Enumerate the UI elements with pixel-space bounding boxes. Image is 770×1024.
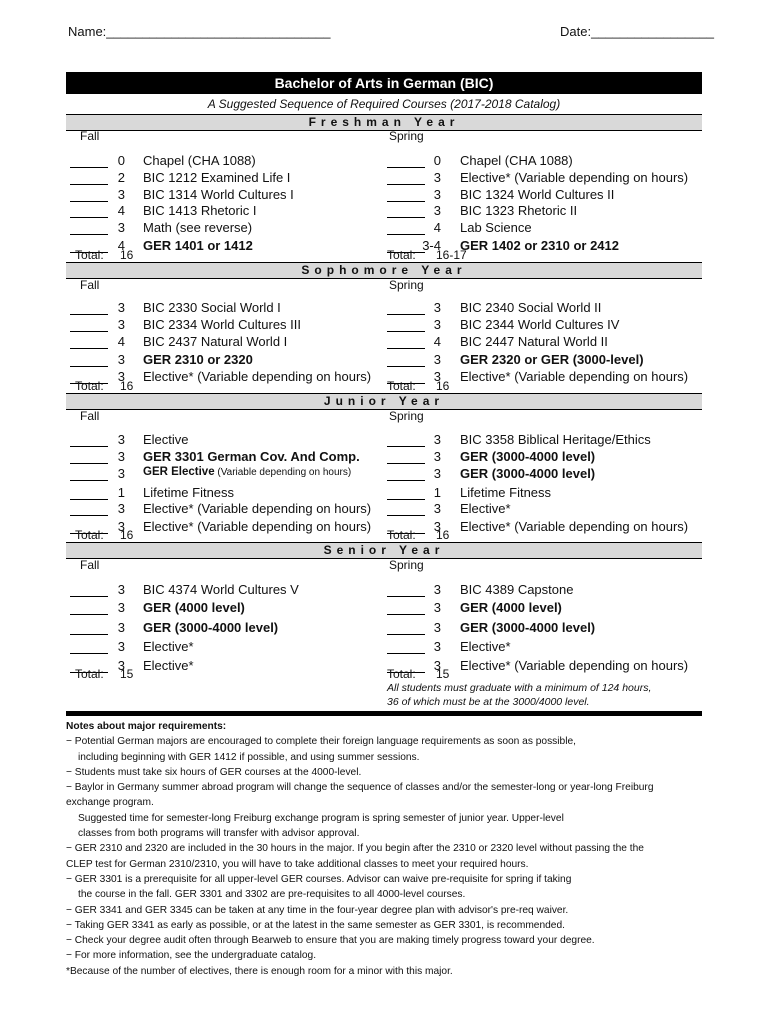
credit-hours: 3 xyxy=(433,501,441,516)
spring-total-value: 16 xyxy=(436,379,450,393)
course-title: Elective* (Variable depending on hours) xyxy=(143,501,372,516)
grade-blank xyxy=(387,468,425,481)
note-line: − For more information, see the undergraduate catalog. xyxy=(66,950,317,962)
note-line: − Baylor in Germany summer abroad program will change the sequence of classes and/or the semester-long or year-long Freiburg xyxy=(66,782,654,794)
spring-total-label: Total: xyxy=(387,528,416,542)
credit-hours: 1 xyxy=(117,485,125,500)
note-line: − GER 3301 is a prerequisite for all upper-level GER courses. Advisor can waive pre-requisite for spring if taking xyxy=(66,873,572,885)
spring-total-value: 15 xyxy=(436,667,450,681)
course-name xyxy=(460,582,573,597)
course-title: Elective* (Variable depending on hours) xyxy=(460,519,689,534)
course-name xyxy=(460,519,688,534)
graduation-note-line-2: 36 of which must be at the 3000/4000 level. xyxy=(387,696,590,708)
course-title: Lifetime Fitness xyxy=(143,485,235,500)
course-name xyxy=(143,317,301,332)
page-title: Bachelor of Arts in German (BIC) xyxy=(66,72,702,94)
course-title: Elective* xyxy=(143,658,194,673)
grade-blank xyxy=(387,451,425,464)
credit-hours: 0 xyxy=(433,153,441,168)
credit-hours: 3 xyxy=(433,432,441,447)
fall-term-label: Fall xyxy=(80,409,100,423)
grade-blank xyxy=(70,468,108,481)
fall-term-label: Fall xyxy=(80,129,100,143)
credit-hours: 3 xyxy=(117,582,125,597)
course-title: BIC 4389 Capstone xyxy=(460,582,574,597)
note-line: − Students must take six hours of GER courses at the 4000-level. xyxy=(66,766,362,778)
credit-hours: 3 xyxy=(117,220,125,235)
credit-hours: 3 xyxy=(433,639,441,654)
note-line: classes from both programs will transfer with advisor approval. xyxy=(78,828,360,840)
spring-total-label: Total: xyxy=(387,667,416,681)
course-note: (Variable depending on hours) xyxy=(214,467,352,478)
credit-hours: 3 xyxy=(117,600,125,615)
course-name xyxy=(143,582,299,597)
course-name xyxy=(143,300,281,315)
credit-hours: 3 xyxy=(117,658,125,673)
course-title: BIC 2344 World Cultures IV xyxy=(460,317,620,332)
course-name xyxy=(143,432,189,447)
grade-blank xyxy=(387,354,425,367)
note-line: Suggested time for semester-long Freiburg exchange program is spring semester of junior year. Upper-level xyxy=(78,812,564,824)
credit-hours: 3 xyxy=(433,352,441,367)
grade-blank xyxy=(387,641,425,654)
note-line: − Taking GER 3341 as early as possible, or at the latest in the same semester as GER 3301, is recommended. xyxy=(66,919,565,931)
fall-total-value: 16 xyxy=(120,528,134,542)
course-name xyxy=(460,220,532,235)
course-name xyxy=(143,238,253,253)
credit-hours: 3 xyxy=(433,170,441,185)
spring-total-value: 16 xyxy=(436,528,450,542)
date-field-label: Date:_________________ xyxy=(560,24,714,39)
year-header: Junior Year xyxy=(66,393,702,410)
credit-hours: 3 xyxy=(117,369,125,384)
course-title: BIC 2334 World Cultures III xyxy=(143,317,301,332)
course-title: Elective* xyxy=(143,639,194,654)
grade-blank xyxy=(70,641,108,654)
fall-total-value: 16 xyxy=(120,248,134,262)
course-name xyxy=(460,466,595,481)
course-name xyxy=(143,519,371,534)
course-title: Lab Science xyxy=(460,220,532,235)
credit-hours: 3 xyxy=(117,620,125,635)
course-title: Elective* xyxy=(460,639,511,654)
course-name xyxy=(460,432,651,447)
credit-hours: 4 xyxy=(433,220,441,235)
course-name xyxy=(143,220,252,235)
credit-hours: 4 xyxy=(117,238,125,253)
note-line: exchange program. xyxy=(66,797,154,809)
credit-hours: 1 xyxy=(433,485,441,500)
year-header: Sophomore Year xyxy=(66,262,702,279)
course-name xyxy=(460,449,595,464)
grade-blank xyxy=(70,602,108,615)
course-name xyxy=(143,203,256,218)
course-name xyxy=(143,600,245,615)
course-name xyxy=(460,238,619,253)
course-title: BIC 2447 Natural World II xyxy=(460,334,608,349)
course-name xyxy=(460,620,595,635)
graduation-note-line-1: All students must graduate with a minimum of 124 hours, xyxy=(387,682,652,694)
credit-hours: 3 xyxy=(117,639,125,654)
course-title: BIC 2340 Social World II xyxy=(460,300,602,315)
spring-term-label: Spring xyxy=(389,409,424,423)
course-title: Elective xyxy=(143,432,189,447)
course-name xyxy=(460,300,601,315)
note-line: including beginning with GER 1412 if possible, and using summer sessions. xyxy=(78,751,420,763)
course-title: GER 2310 or 2320 xyxy=(143,352,253,367)
course-title: GER Elective xyxy=(143,466,215,478)
course-title: GER 2320 or GER (3000-level) xyxy=(460,352,644,367)
course-name xyxy=(460,369,688,384)
course-title: BIC 1324 World Cultures II xyxy=(460,187,615,202)
grade-blank xyxy=(70,189,108,202)
fall-total-label: Total: xyxy=(75,248,104,262)
note-line: − GER 3341 and GER 3345 can be taken at any time in the four-year degree plan with advisor's pre-req waiver. xyxy=(66,904,569,916)
note-line: − Potential German majors are encouraged to complete their foreign language requirements as soon as possible, xyxy=(66,736,576,748)
course-name xyxy=(460,170,688,185)
course-title: GER (3000-4000 level) xyxy=(143,620,279,635)
course-name xyxy=(143,485,234,500)
credit-hours: 3 xyxy=(433,203,441,218)
course-title: BIC 3358 Biblical Heritage/Ethics xyxy=(460,432,651,447)
year-header: Senior Year xyxy=(66,542,702,559)
course-name xyxy=(143,352,253,367)
course-title: GER 3301 German Cov. And Comp. xyxy=(143,449,360,464)
course-name xyxy=(143,658,194,673)
spring-total-value: 16-17 xyxy=(436,248,467,262)
credit-hours: 0 xyxy=(117,153,125,168)
grade-blank xyxy=(387,434,425,447)
grade-blank xyxy=(70,622,108,635)
spring-term-label: Spring xyxy=(389,558,424,572)
grade-blank xyxy=(70,451,108,464)
credit-hours: 3 xyxy=(117,501,125,516)
credit-hours: 3 xyxy=(433,620,441,635)
course-name xyxy=(460,153,573,168)
grade-blank xyxy=(70,222,108,235)
course-title: Lifetime Fitness xyxy=(460,485,552,500)
grade-blank xyxy=(70,336,108,349)
grade-blank xyxy=(387,189,425,202)
course-name xyxy=(460,485,551,500)
grade-blank xyxy=(70,584,108,597)
course-name xyxy=(460,334,608,349)
fall-term-label: Fall xyxy=(80,558,100,572)
credit-hours: 3 xyxy=(433,449,441,464)
course-title: GER (4000 level) xyxy=(460,600,562,615)
course-title: Math (see reverse) xyxy=(143,220,253,235)
note-line: the course in the fall. GER 3301 and 3302 are pre-requisites to all 4000-level courses. xyxy=(78,889,466,901)
credit-hours: 3 xyxy=(433,187,441,202)
page-subtitle: A Suggested Sequence of Required Courses (2017-2018 Catalog) xyxy=(207,97,561,111)
credit-hours: 3 xyxy=(433,600,441,615)
course-name xyxy=(143,187,294,202)
course-name xyxy=(143,153,256,168)
course-title: BIC 1212 Examined Life I xyxy=(143,170,291,185)
credit-hours: 3 xyxy=(117,466,125,481)
grade-blank xyxy=(387,622,425,635)
grade-blank xyxy=(387,584,425,597)
course-name xyxy=(143,620,278,635)
grade-blank xyxy=(387,503,425,516)
note-line: CLEP test for German 2310/2310, you will have to take additional classes to meet your required hours. xyxy=(66,858,529,870)
grade-blank xyxy=(387,319,425,332)
credit-hours: 3 xyxy=(433,300,441,315)
note-line: − Check your degree audit often through Bearweb to ensure that you are making timely progress toward your degree. xyxy=(66,935,595,947)
course-name xyxy=(460,203,577,218)
credit-hours: 3 xyxy=(433,519,441,534)
credit-hours: 3-4 xyxy=(422,238,441,253)
course-title: BIC 1413 Rhetoric I xyxy=(143,203,257,218)
fall-total-value: 15 xyxy=(120,667,134,681)
course-name xyxy=(143,369,371,384)
credit-hours: 3 xyxy=(117,187,125,202)
course-title: GER 1401 or 1412 xyxy=(143,238,253,253)
course-title: Elective* (Variable depending on hours) xyxy=(460,658,689,673)
grade-blank xyxy=(70,155,108,168)
course-title: BIC 2437 Natural World I xyxy=(143,334,288,349)
credit-hours: 3 xyxy=(117,432,125,447)
notes-heading: Notes about major requirements: xyxy=(66,721,227,732)
credit-hours: 3 xyxy=(117,317,125,332)
course-title: Elective* xyxy=(460,501,511,516)
course-title: BIC 2330 Social World I xyxy=(143,300,281,315)
course-title: BIC 1323 Rhetoric II xyxy=(460,203,578,218)
credit-hours: 3 xyxy=(433,466,441,481)
credit-hours: 3 xyxy=(117,352,125,367)
spring-total-label: Total: xyxy=(387,248,416,262)
course-name xyxy=(143,501,371,516)
course-title: Chapel (CHA 1088) xyxy=(143,153,256,168)
course-name xyxy=(143,449,360,464)
grade-blank xyxy=(387,336,425,349)
grade-blank xyxy=(70,503,108,516)
credit-hours: 3 xyxy=(117,449,125,464)
grade-blank xyxy=(387,205,425,218)
course-title: BIC 4374 World Cultures V xyxy=(143,582,299,597)
credit-hours: 4 xyxy=(117,203,125,218)
grade-blank xyxy=(70,205,108,218)
spring-term-label: Spring xyxy=(389,278,424,292)
grade-blank xyxy=(387,155,425,168)
year-header: Freshman Year xyxy=(66,114,702,131)
grade-blank xyxy=(387,222,425,235)
course-name xyxy=(460,501,511,516)
course-name xyxy=(460,187,614,202)
course-title: GER (3000-4000 level) xyxy=(460,466,596,481)
grade-blank xyxy=(70,172,108,185)
grade-blank xyxy=(70,354,108,367)
grade-blank xyxy=(70,487,108,500)
course-title: Elective* (Variable depending on hours) xyxy=(460,369,689,384)
note-line: *Because of the number of electives, there is enough room for a minor with this major. xyxy=(66,965,453,977)
fall-total-value: 16 xyxy=(120,379,134,393)
course-title: BIC 1314 World Cultures I xyxy=(143,187,294,202)
spring-total-label: Total: xyxy=(387,379,416,393)
course-name xyxy=(143,334,287,349)
credit-hours: 3 xyxy=(433,658,441,673)
grade-blank xyxy=(387,487,425,500)
fall-total-label: Total: xyxy=(75,667,104,681)
course-name xyxy=(143,466,351,478)
section-divider xyxy=(66,711,702,716)
grade-blank xyxy=(70,302,108,315)
course-title: Elective* (Variable depending on hours) xyxy=(143,519,372,534)
grade-blank xyxy=(387,602,425,615)
course-title: GER (3000-4000 level) xyxy=(460,620,596,635)
course-title: GER 1402 or 2310 or 2412 xyxy=(460,238,619,253)
credit-hours: 4 xyxy=(117,334,125,349)
course-name xyxy=(460,352,644,367)
credit-hours: 3 xyxy=(433,317,441,332)
note-line: − GER 2310 and 2320 are included in the 30 hours in the major. If you begin after the 2310 or 2320 level without passing the the xyxy=(66,843,644,855)
credit-hours: 3 xyxy=(117,300,125,315)
course-name xyxy=(460,639,511,654)
course-title: GER (3000-4000 level) xyxy=(460,449,596,464)
grade-blank xyxy=(70,319,108,332)
credit-hours: 3 xyxy=(433,369,441,384)
course-name xyxy=(460,658,688,673)
course-title: Elective* (Variable depending on hours) xyxy=(460,170,689,185)
course-name xyxy=(460,600,562,615)
fall-total-label: Total: xyxy=(75,528,104,542)
credit-hours: 4 xyxy=(433,334,441,349)
credit-hours: 3 xyxy=(433,582,441,597)
course-title: Chapel (CHA 1088) xyxy=(460,153,573,168)
name-field-label: Name:_______________________________ xyxy=(68,24,331,39)
course-name xyxy=(143,170,290,185)
fall-term-label: Fall xyxy=(80,278,100,292)
course-name xyxy=(143,639,194,654)
spring-term-label: Spring xyxy=(389,129,424,143)
grade-blank xyxy=(70,434,108,447)
credit-hours: 2 xyxy=(117,170,125,185)
credit-hours: 3 xyxy=(117,519,125,534)
fall-total-label: Total: xyxy=(75,379,104,393)
course-name xyxy=(460,317,619,332)
grade-blank xyxy=(387,302,425,315)
course-title: GER (4000 level) xyxy=(143,600,245,615)
major-notes xyxy=(66,719,716,979)
grade-blank xyxy=(387,172,425,185)
course-title: Elective* (Variable depending on hours) xyxy=(143,369,372,384)
